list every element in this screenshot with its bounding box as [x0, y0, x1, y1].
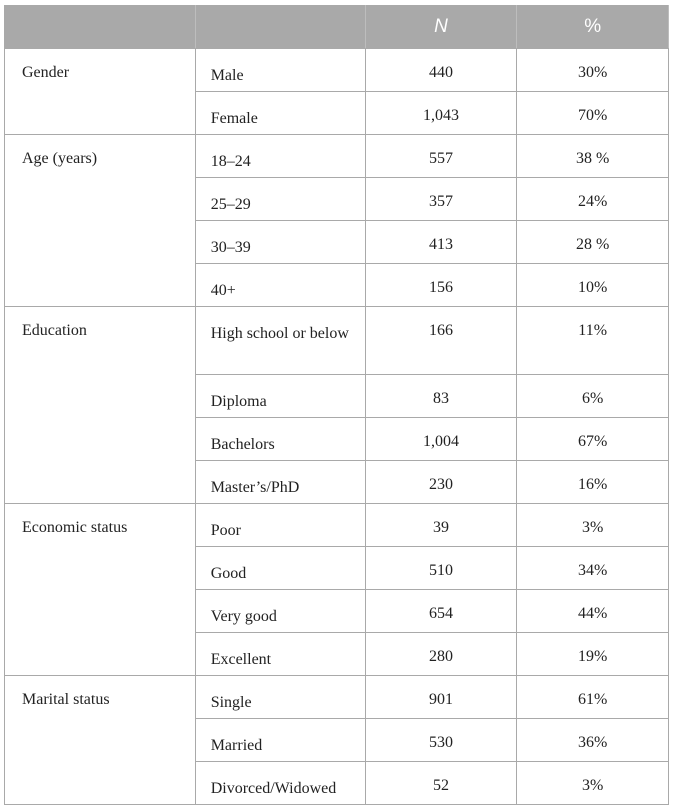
subcategory-cell: 18–24	[195, 135, 365, 178]
table-row	[5, 49, 669, 92]
n-cell: 901	[365, 676, 517, 719]
subcategory-cell: Diploma	[195, 375, 365, 418]
table-row	[5, 135, 669, 178]
subcategory-cell: Very good	[195, 590, 365, 633]
percent-cell: 3%	[517, 504, 669, 547]
demographics-table	[4, 5, 669, 805]
percent-cell: 38 %	[517, 135, 669, 178]
subcategory-cell: Bachelors	[195, 418, 365, 461]
group-label: Gender	[5, 49, 196, 135]
header-percent: %	[517, 6, 669, 49]
header-row	[5, 6, 669, 49]
n-cell: 166	[365, 307, 517, 375]
n-cell: 530	[365, 719, 517, 762]
subcategory-cell: Single	[195, 676, 365, 719]
percent-cell: 10%	[517, 264, 669, 307]
n-cell: 280	[365, 633, 517, 676]
group-label: Economic status	[5, 504, 196, 676]
subcategory-cell: 25–29	[195, 178, 365, 221]
percent-cell: 28 %	[517, 221, 669, 264]
n-cell: 156	[365, 264, 517, 307]
subcategory-cell: Good	[195, 547, 365, 590]
group-label: Age (years)	[5, 135, 196, 307]
percent-cell: 70%	[517, 92, 669, 135]
subcategory-cell: Master’s/PhD	[195, 461, 365, 504]
percent-cell: 24%	[517, 178, 669, 221]
n-cell: 1,043	[365, 92, 517, 135]
percent-cell: 19%	[517, 633, 669, 676]
subcategory-cell: Male	[195, 49, 365, 92]
percent-cell: 36%	[517, 719, 669, 762]
n-cell: 39	[365, 504, 517, 547]
table-row	[5, 504, 669, 547]
percent-cell: 6%	[517, 375, 669, 418]
n-cell: 1,004	[365, 418, 517, 461]
subcategory-cell: Divorced/Widowed	[195, 762, 365, 805]
n-cell: 557	[365, 135, 517, 178]
percent-cell: 67%	[517, 418, 669, 461]
percent-cell: 44%	[517, 590, 669, 633]
subcategory-cell: 40+	[195, 264, 365, 307]
percent-cell: 16%	[517, 461, 669, 504]
n-cell: 83	[365, 375, 517, 418]
n-cell: 413	[365, 221, 517, 264]
header-n: N	[365, 6, 517, 49]
group-label: Education	[5, 307, 196, 504]
n-cell: 440	[365, 49, 517, 92]
table-row	[5, 307, 669, 375]
n-cell: 52	[365, 762, 517, 805]
subcategory-cell: 30–39	[195, 221, 365, 264]
percent-cell: 61%	[517, 676, 669, 719]
percent-cell: 11%	[517, 307, 669, 375]
subcategory-cell: Excellent	[195, 633, 365, 676]
percent-cell: 30%	[517, 49, 669, 92]
percent-cell: 34%	[517, 547, 669, 590]
header-subcategory	[195, 6, 365, 49]
n-cell: 510	[365, 547, 517, 590]
subcategory-cell: High school or below	[195, 307, 365, 375]
n-cell: 654	[365, 590, 517, 633]
subcategory-cell: Female	[195, 92, 365, 135]
subcategory-cell: Poor	[195, 504, 365, 547]
group-label: Marital status	[5, 676, 196, 805]
table-row	[5, 676, 669, 719]
n-cell: 230	[365, 461, 517, 504]
subcategory-cell: Married	[195, 719, 365, 762]
header-category	[5, 6, 196, 49]
percent-cell: 3%	[517, 762, 669, 805]
n-cell: 357	[365, 178, 517, 221]
